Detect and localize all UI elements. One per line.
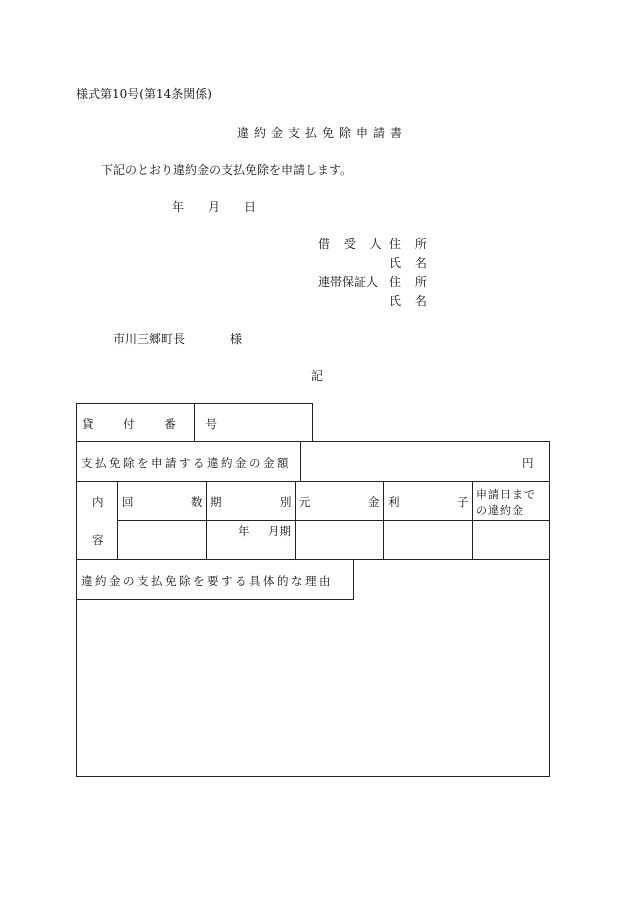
col-gankin-2: 金 (368, 495, 380, 509)
gankin-field[interactable] (296, 521, 383, 559)
guarantor-label: 連帯保証人 (318, 275, 379, 289)
col-penalty-1: 申請日まで (476, 488, 536, 501)
loan-number-label: 貸 付 番 号 (82, 417, 230, 431)
reason-label-bottom (76, 599, 354, 600)
reason-label: 違約金の支払免除を要する具体的な理由 (81, 574, 333, 588)
guarantor-address-label: 住 所 (389, 275, 432, 289)
amount-field[interactable] (301, 442, 549, 481)
row-line-3 (76, 559, 550, 560)
col-gankin-1: 元 (299, 495, 311, 509)
col-risoku-2: 子 (457, 495, 469, 509)
col-kaisu-1: 回 (122, 495, 134, 509)
date-day-label: 日 (244, 200, 257, 214)
col-kaisu-2: 数 (191, 495, 203, 509)
borrower-address-label: 住 所 (389, 237, 432, 251)
col-risoku-1: 利 (388, 495, 400, 509)
ki-marker: 記 (311, 369, 324, 383)
addressee-honorific: 様 (230, 332, 243, 346)
penalty-field[interactable] (473, 521, 549, 559)
period-month-label: 月期 (268, 524, 291, 538)
reason-label-right (353, 559, 354, 600)
amount-label: 支払免除を申請する違約金の金額 (81, 456, 291, 470)
amount-unit: 円 (522, 456, 534, 470)
date-year-label: 年 (172, 200, 185, 214)
naiyou-label-1: 内 (92, 495, 104, 509)
loan-number-field[interactable] (195, 404, 312, 441)
col-penalty-2: の違約金 (476, 504, 524, 517)
addressee-name: 市川三郷町長 (113, 332, 186, 346)
risoku-field[interactable] (384, 521, 472, 559)
col-kibetsu-2: 別 (280, 495, 292, 509)
document-title: 違約金支払免除申請書 (237, 126, 408, 140)
kibetsu-field[interactable] (207, 521, 295, 559)
naiyou-label-2: 容 (92, 533, 104, 547)
row-line-1 (76, 481, 550, 482)
reason-field[interactable] (77, 601, 549, 776)
period-year-label: 年 (238, 524, 250, 538)
date-month-label: 月 (208, 200, 221, 214)
col-kibetsu-1: 期 (210, 495, 222, 509)
kaisu-field[interactable] (118, 521, 206, 559)
guarantor-name-label: 氏 名 (389, 294, 432, 308)
borrower-label: 借 受 人 (318, 237, 387, 251)
intro-text: 下記のとおり違約金の支払免除を申請します。 (101, 163, 353, 177)
form-number: 様式第10号(第14条関係) (76, 87, 212, 101)
borrower-name-label: 氏 名 (389, 256, 432, 270)
